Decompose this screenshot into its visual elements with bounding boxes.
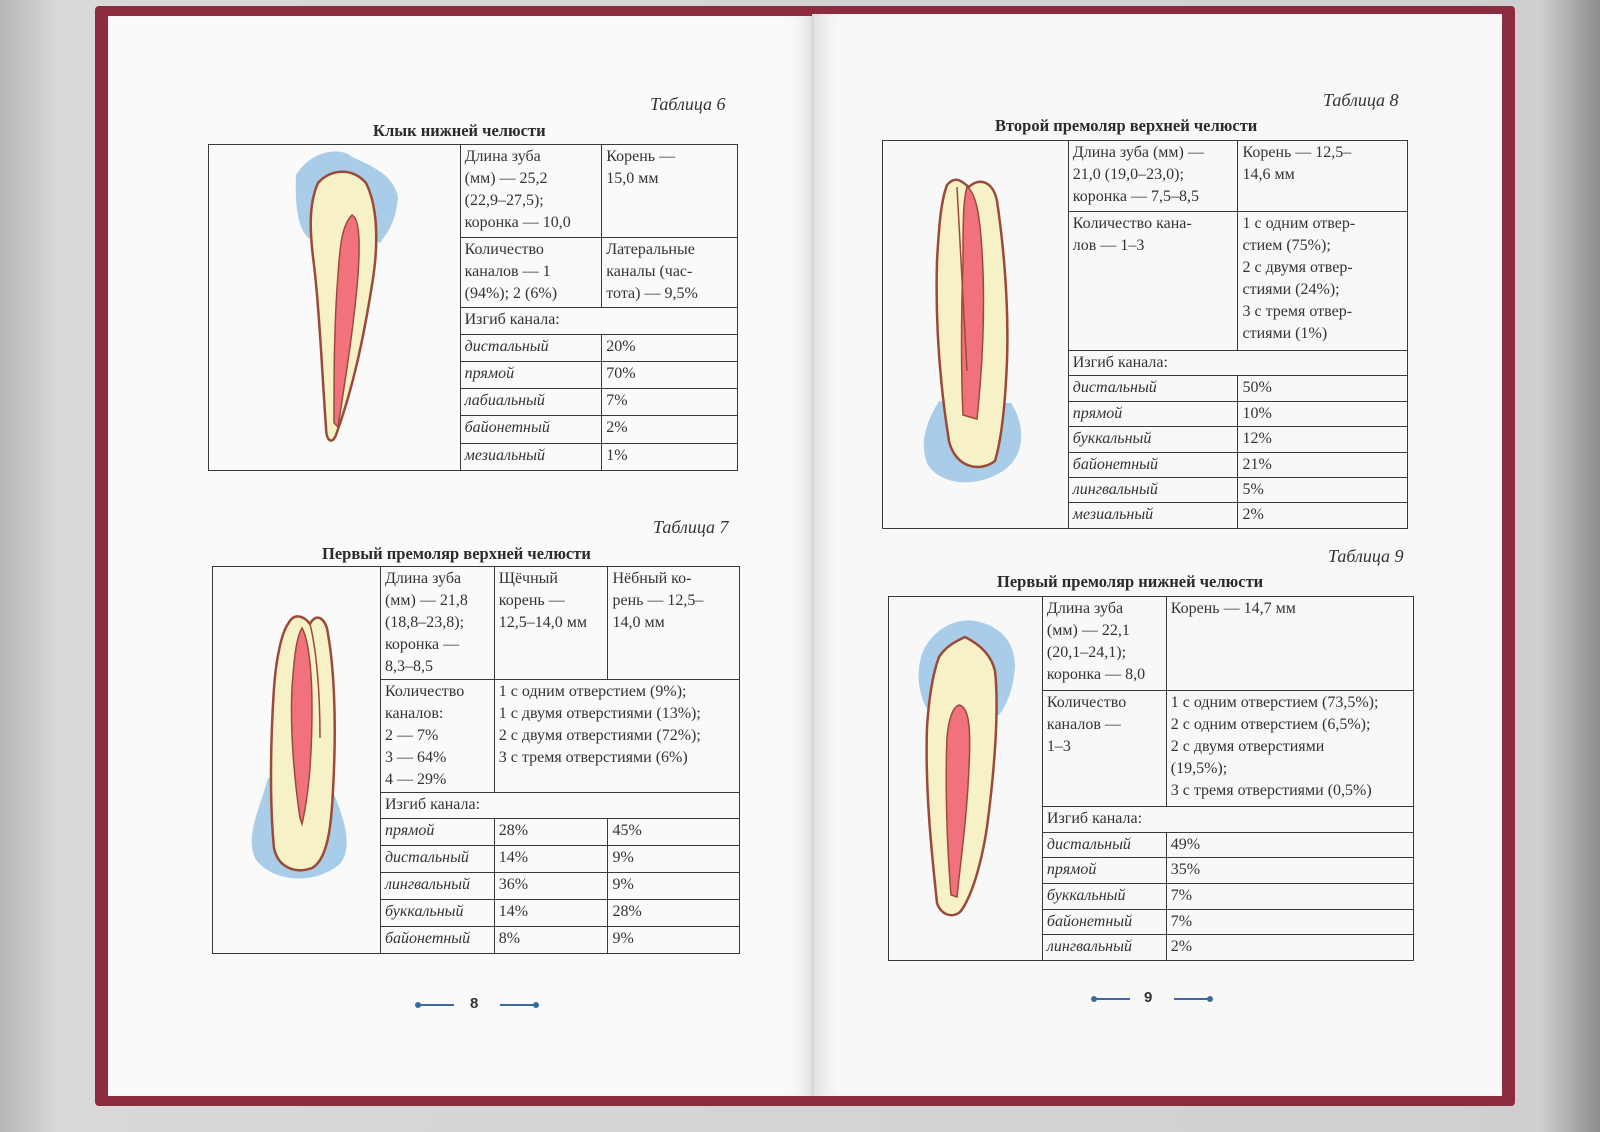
table7-curve-v2: 9% xyxy=(608,873,740,900)
table7-curve-v2: 28% xyxy=(608,900,740,927)
table9-root: Корень — 14,7 мм xyxy=(1166,597,1413,691)
table7-curve-name: прямой xyxy=(380,819,494,846)
table6-curve-value: 70% xyxy=(602,361,738,388)
table6-illustration xyxy=(209,145,461,471)
table9-curve-name: буккальный xyxy=(1042,884,1166,910)
table6-curve-header: Изгиб канала: xyxy=(460,308,737,334)
table7-curve-name: лингвальный xyxy=(380,873,494,900)
table8 xyxy=(882,140,1408,529)
table6-label: Таблица 6 xyxy=(650,94,726,114)
table8-curve-name: дистальный xyxy=(1068,376,1238,401)
table6-curve-value: 7% xyxy=(602,389,738,416)
table8-curve-value: 10% xyxy=(1238,401,1408,426)
table9-title: Первый премоляр нижней челюсти xyxy=(997,572,1264,591)
table7-length: Длина зуба (мм) — 21,8 (18,8–23,8); коронка — 8,3–8,5 xyxy=(380,567,494,680)
table6 xyxy=(208,144,738,471)
table6-curve-name: байонетный xyxy=(460,416,602,443)
canine-tooth-icon xyxy=(234,145,434,463)
table8-curve-value: 12% xyxy=(1238,427,1408,452)
table6-canals: Количество каналов — 1 (94%); 2 (6%) xyxy=(460,237,602,308)
table6-length: Длина зуба (мм) — 25,2 (22,9–27,5); коронка — 10,0 xyxy=(460,145,602,238)
table8-curve-value: 21% xyxy=(1238,452,1408,477)
table7-illustration xyxy=(213,567,381,954)
page-ornament-right xyxy=(1174,998,1210,1000)
table9-curve-value: 2% xyxy=(1166,935,1413,961)
table7-buccal-root: Щёчный корень — 12,5–14,0 мм xyxy=(494,567,608,680)
book-gutter xyxy=(812,14,816,1096)
table6-curve-value: 2% xyxy=(602,416,738,443)
table9-curve-header: Изгиб канала: xyxy=(1042,807,1413,833)
table9-curve-value: 7% xyxy=(1166,884,1413,910)
table9-curve-name: дистальный xyxy=(1042,832,1166,858)
table8-canals: Количество кана- лов — 1–3 xyxy=(1068,212,1238,350)
table6-curve-value: 1% xyxy=(602,443,738,470)
table7-curve-v1: 28% xyxy=(494,819,608,846)
table7-openings: 1 с одним отверстием (9%); 1 с двумя отверстиями (13%); 2 с двумя отверстиями (72%); 3 с тремя отверстиями (6%) xyxy=(494,680,739,793)
table9-curve-name: прямой xyxy=(1042,858,1166,884)
table8-curve-name: лингвальный xyxy=(1068,478,1238,503)
table8-curve-value: 5% xyxy=(1238,478,1408,503)
table6-curve-name: дистальный xyxy=(460,334,602,361)
table8-curve-header: Изгиб канала: xyxy=(1068,350,1407,375)
page-ornament-left xyxy=(418,1004,454,1006)
table7-curve-v1: 8% xyxy=(494,927,608,954)
table8-root: Корень — 12,5– 14,6 мм xyxy=(1238,141,1408,212)
table6-curve-name: прямой xyxy=(460,361,602,388)
page-number-left: 8 xyxy=(470,995,479,1012)
table7-curve-header: Изгиб канала: xyxy=(380,793,739,819)
page-ornament-left xyxy=(1094,998,1130,1000)
table7-title: Первый премоляр верхней челюсти xyxy=(322,544,591,563)
table9-canals: Количество каналов — 1–3 xyxy=(1042,691,1166,807)
premolar-upper-first-icon xyxy=(216,568,376,946)
table8-curve-value: 50% xyxy=(1238,376,1408,401)
table8-length: Длина зуба (мм) — 21,0 (19,0–23,0); коронка — 7,5–8,5 xyxy=(1068,141,1238,212)
table9-curve-value: 7% xyxy=(1166,909,1413,935)
table7-curve-v1: 36% xyxy=(494,873,608,900)
table6-curve-name: лабиальный xyxy=(460,389,602,416)
table8-curve-name: байонетный xyxy=(1068,452,1238,477)
table6-root: Корень — 15,0 мм xyxy=(602,145,738,238)
table7-curve-v1: 14% xyxy=(494,900,608,927)
table8-curve-name: буккальный xyxy=(1068,427,1238,452)
table7-canals: Количество каналов: 2 — 7% 3 — 64% 4 — 29% xyxy=(380,680,494,793)
page-ornament-right xyxy=(500,1004,536,1006)
table6-curve-name: мезиальный xyxy=(460,443,602,470)
table7-curve-name: байонетный xyxy=(380,927,494,954)
page-number-right: 9 xyxy=(1144,989,1153,1006)
table8-curve-name: прямой xyxy=(1068,401,1238,426)
table7-curve-v2: 9% xyxy=(608,927,740,954)
table8-curve-value: 2% xyxy=(1238,503,1408,529)
table7-label: Таблица 7 xyxy=(653,517,729,537)
premolar-upper-second-icon xyxy=(905,141,1045,521)
table8-label: Таблица 8 xyxy=(1323,90,1399,110)
table9-label: Таблица 9 xyxy=(1328,546,1404,566)
table8-illustration xyxy=(883,141,1069,529)
table9-curve-name: байонетный xyxy=(1042,909,1166,935)
table6-title: Клык нижней челюсти xyxy=(373,121,546,140)
table9-curve-value: 49% xyxy=(1166,832,1413,858)
table9-curve-name: лингвальный xyxy=(1042,935,1166,961)
table7-curve-v2: 9% xyxy=(608,846,740,873)
table7 xyxy=(212,566,740,954)
table7-palatal-root: Нёбный ко- рень — 12,5– 14,0 мм xyxy=(608,567,740,680)
table7-curve-v2: 45% xyxy=(608,819,740,846)
table9-openings: 1 с одним отверстием (73,5%); 2 с одним отверстием (6,5%); 2 с двумя отверстиями (19,5%); 3 с тремя отверстиями (0,5%) xyxy=(1166,691,1413,807)
table8-openings: 1 с одним отвер- стием (75%); 2 с двумя отвер- стиями (24%); 3 с тремя отвер- стиями (1%) xyxy=(1238,212,1408,350)
table9-length: Длина зуба (мм) — 22,1 (20,1–24,1); коронка — 8,0 xyxy=(1042,597,1166,691)
table7-curve-name: дистальный xyxy=(380,846,494,873)
premolar-lower-first-icon xyxy=(895,597,1035,953)
table9 xyxy=(888,596,1414,961)
table9-illustration xyxy=(889,597,1043,961)
table6-curve-value: 20% xyxy=(602,334,738,361)
table8-curve-name: мезиальный xyxy=(1068,503,1238,529)
table7-curve-name: буккальный xyxy=(380,900,494,927)
table6-lateral: Латеральные каналы (час- тота) — 9,5% xyxy=(602,237,738,308)
table7-curve-v1: 14% xyxy=(494,846,608,873)
table8-title: Второй премоляр верхней челюсти xyxy=(995,116,1258,135)
table9-curve-value: 35% xyxy=(1166,858,1413,884)
